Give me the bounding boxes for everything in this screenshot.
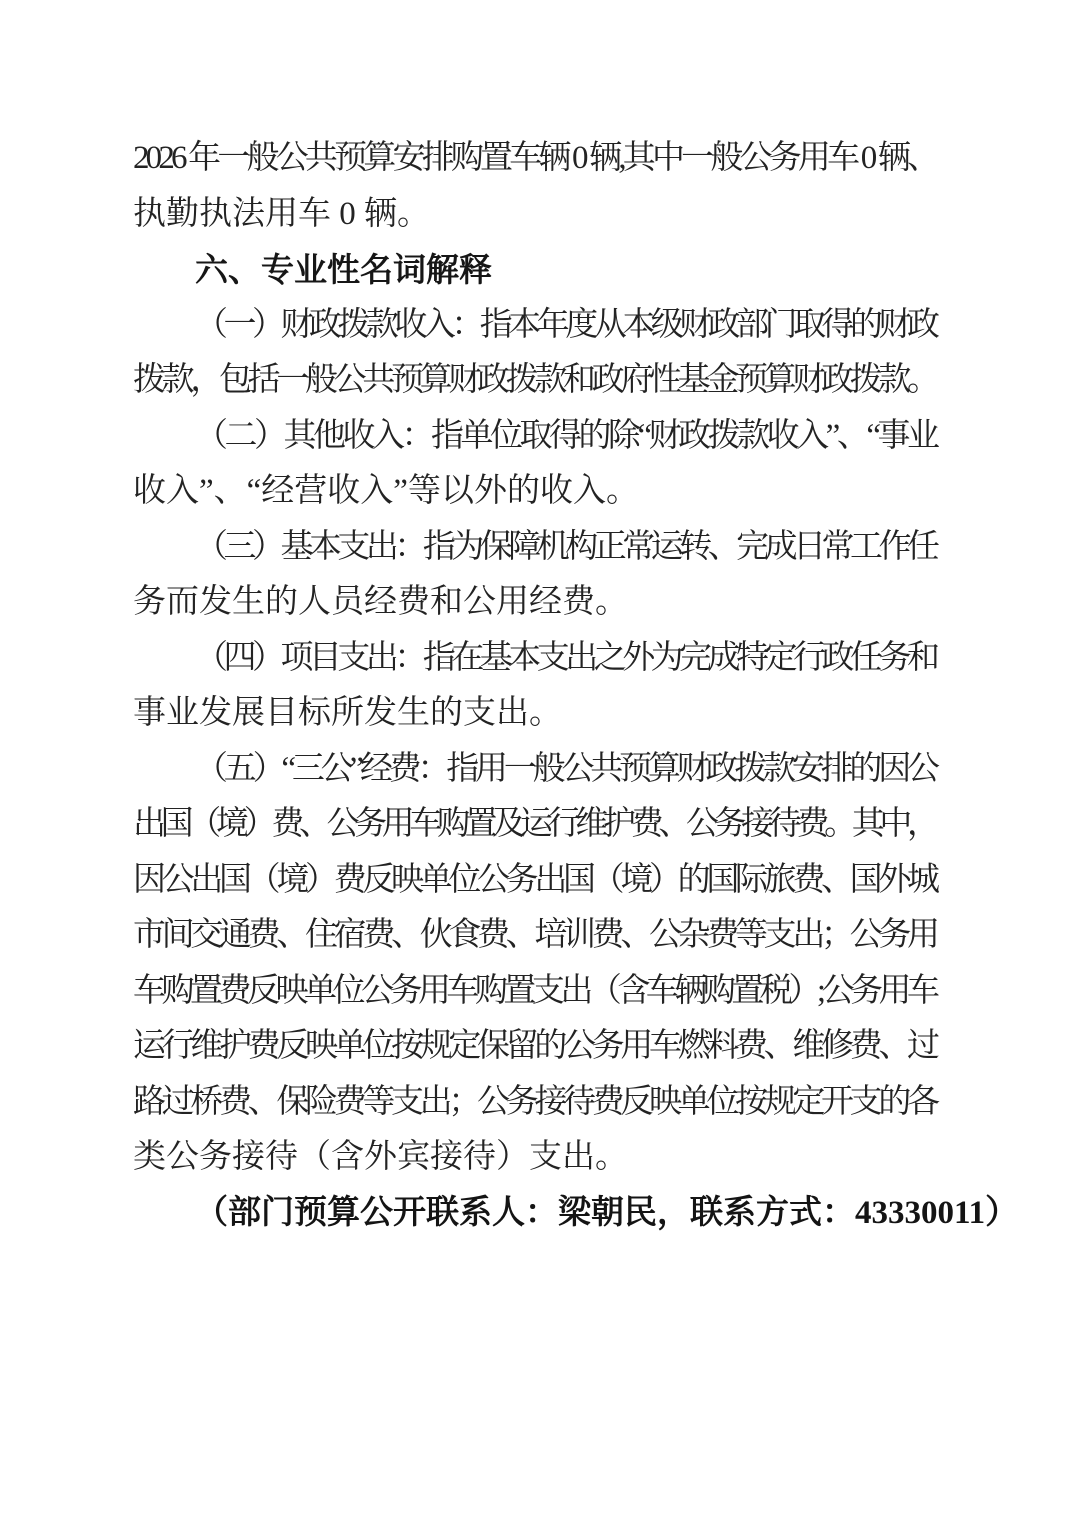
def-2-line-2: 收入”、“经营收入”等以外的收入。 — [133, 473, 639, 509]
intro-line-2: 执勤执法用车 0 辆。 — [133, 195, 430, 232]
def-2-line-1: （二）其他收入：指单位取得的除“财政拨款收入”、“事业 — [195, 417, 937, 454]
contact-line: （部门预算公开联系人：梁朝民，联系方式：43330011） — [195, 1194, 1019, 1231]
section-heading: 六、专业性名词解释 — [195, 251, 492, 288]
def-5-line-2: 出国（境）费、公务用车购置及运行维护费、公务接待费。其中， — [133, 806, 935, 842]
def-5-line-7: 路过桥费、保险费等支出；公务接待费反映单位按规定开支的各 — [133, 1083, 936, 1120]
def-5-line-8: 类公务接待（含外宾接待）支出。 — [133, 1139, 628, 1175]
def-4-line-2: 事业发展目标所发生的支出。 — [133, 695, 562, 731]
def-5-line-4: 市间交通费、住宿费、伙食费、培训费、公杂费等支出；公务用 — [133, 917, 936, 953]
def-5-line-6: 运行维护费反映单位按规定保留的公务用车燃料费、维修费、过 — [133, 1028, 936, 1064]
def-5-line-3: 因公出国（境）费反映单位公务出国（境）的国际旅费、国外城 — [133, 861, 936, 898]
def-1-line-1: （一）财政拨款收入：指本年度从本级财政部门取得的财政 — [195, 306, 936, 343]
def-3-line-2: 务而发生的人员经费和公用经费。 — [133, 584, 628, 620]
def-3-line-1: （三）基本支出：指为保障机构正常运转、完成日常工作任 — [195, 528, 936, 565]
intro-line-1: 2026 年一般公共预算安排购置车辆 0 辆,其中一般公务用车 0 辆、 — [133, 140, 937, 176]
def-1-line-2: 拨款，包括一般公共预算财政拨款和政府性基金预算财政拨款。 — [133, 362, 936, 398]
def-5-line-1: （五）“三公”经费：指用一般公共预算财政拨款安排的因公 — [195, 750, 936, 787]
document-content — [133, 131, 1019, 1241]
def-4-line-1: （四）项目支出：指在基本支出之外为完成特定行政任务和 — [195, 639, 936, 676]
def-5-line-5: 车购置费反映单位公务用车购置支出（含车辆购置税）;公务用车 — [133, 972, 936, 1009]
